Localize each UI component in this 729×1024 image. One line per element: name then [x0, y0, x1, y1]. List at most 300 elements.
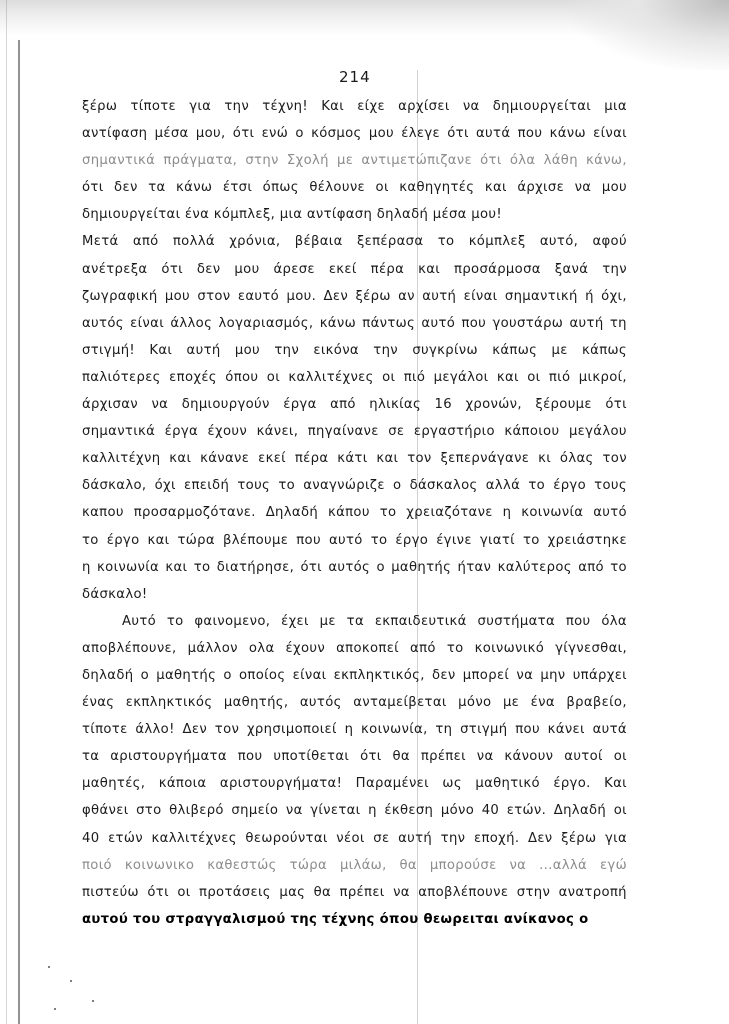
paragraph [82, 608, 627, 933]
word: από [410, 640, 436, 656]
word: Και [149, 342, 173, 358]
word: ετών [108, 830, 143, 846]
word: αριστουργήματα! [219, 776, 343, 792]
word: κάνει [547, 722, 585, 738]
word: τίποτε [82, 722, 128, 738]
word: η [368, 803, 377, 819]
word: μπορούσε [429, 857, 497, 873]
word: τα [82, 749, 100, 765]
word: το [437, 234, 455, 250]
word: οποίος [238, 667, 286, 683]
word: λάθη [543, 153, 578, 169]
word: ηλικίας [369, 397, 422, 413]
word: αυτό, [539, 234, 579, 250]
text-line [82, 770, 627, 797]
word: αυτό [421, 315, 456, 331]
word: από [132, 234, 159, 250]
word: ο [376, 559, 385, 575]
word: ανταμείβεται [353, 695, 447, 711]
word: γίνεται [310, 803, 361, 819]
word: είναι [130, 315, 165, 331]
word: κάνω, [586, 153, 627, 169]
word: ετών. [506, 803, 547, 819]
word: μεγάλου [568, 424, 627, 440]
word: Μετά [82, 234, 119, 250]
word: μαθητικό [475, 776, 540, 792]
word: επειδή [184, 478, 230, 494]
word: Δεν [323, 288, 349, 304]
word: μου [234, 261, 260, 277]
word: εποχή. [473, 830, 520, 846]
word: έχει [281, 613, 309, 629]
word: αυτός [328, 559, 371, 575]
word: εκπαιδευτικά [374, 613, 467, 629]
word: νέοι [336, 830, 365, 846]
word: δηλαδή [82, 667, 134, 683]
word: ήταν [457, 559, 492, 575]
word: υποτίθεται [273, 749, 350, 765]
scan-specks [40, 960, 160, 1020]
word: ο [392, 478, 402, 494]
word: ξέρουμε [535, 397, 592, 413]
word: την [373, 342, 398, 358]
word: τώρα [289, 857, 328, 873]
text-line [82, 256, 627, 283]
word: με [337, 153, 354, 169]
word: κόμπλεξ [468, 234, 526, 250]
word: μου [368, 126, 394, 142]
word: άρχισε [517, 180, 565, 196]
word: αυτός [299, 695, 342, 711]
word: ότι [605, 397, 627, 413]
word: με [319, 613, 336, 629]
word: προσάρμοσα [454, 261, 541, 277]
word: ...αλλά [539, 857, 588, 873]
text-line [82, 743, 627, 770]
word: άρεσε [273, 261, 315, 277]
word: για [189, 99, 212, 114]
word: ο [140, 667, 150, 683]
word: τέχνη! [262, 99, 309, 114]
word: δάσκαλο, [82, 478, 147, 494]
word: κάνανε [200, 451, 250, 467]
word: οι [613, 749, 627, 765]
word: θεωρούνται [245, 830, 328, 846]
word: μόνο [440, 803, 475, 819]
word: Δηλαδή [265, 505, 319, 521]
word: το [370, 532, 388, 548]
word: μέσα [154, 126, 189, 142]
text-line [82, 499, 627, 526]
text-line: αυτού του στραγγαλισμού της τέχνης όπου θεωρειται ανίκανος ο [82, 911, 589, 927]
word: πιστεύω [82, 884, 139, 900]
word: προσαρμοζότανε. [133, 505, 256, 521]
word: όχι [154, 478, 176, 494]
word: το [278, 478, 296, 494]
word: για [604, 830, 627, 846]
text-line [82, 716, 627, 743]
word: τους [237, 478, 271, 494]
word: αυτό [328, 532, 363, 548]
word: πιό [548, 369, 571, 385]
word: άλλος [170, 315, 213, 331]
word: μου. [286, 288, 317, 304]
word: συγκρίνω [412, 342, 478, 358]
word: οι [177, 884, 191, 900]
word: έργα [283, 397, 317, 413]
word: ο [295, 126, 304, 142]
word: τον [602, 451, 627, 467]
word: αυτό [593, 505, 627, 521]
word: εργαστήριο [413, 424, 495, 440]
word: να [151, 397, 169, 413]
word: να [509, 857, 527, 873]
word: να [393, 884, 410, 900]
text-line [82, 310, 627, 337]
word: έχουν [207, 424, 248, 440]
word: πρέπει [339, 884, 385, 900]
word: έκθεση [384, 803, 434, 819]
word: κάνω [549, 126, 586, 142]
word: την [224, 99, 250, 114]
scan-edge-outer [6, 0, 7, 1024]
word: και [165, 559, 188, 575]
text-line [82, 635, 627, 662]
word: κοινωνία [97, 559, 160, 575]
word: κάποια [158, 776, 207, 792]
word: και [418, 261, 441, 277]
word: που [237, 749, 263, 765]
word: εκεί [328, 261, 357, 277]
word: και [376, 451, 399, 467]
word: το [193, 559, 211, 575]
word: μου [234, 342, 261, 358]
word: κάνω [176, 180, 213, 196]
word: εποχές [169, 369, 217, 385]
word: εγώ [599, 857, 627, 873]
word: το [522, 532, 540, 548]
word: να [574, 180, 592, 196]
word: καθηγητές [399, 180, 475, 196]
word: ότι [300, 559, 322, 575]
word: μπορεί [462, 667, 510, 683]
word: να [476, 749, 494, 765]
word: αναγνώριζε [303, 478, 385, 494]
word: οι [382, 369, 396, 385]
word: τη [435, 722, 453, 738]
word: να [285, 803, 303, 819]
word: κι [538, 451, 552, 467]
word: ξανά [554, 261, 589, 277]
word: ότι [480, 153, 502, 169]
word: μου [601, 180, 627, 196]
word: ότι [161, 261, 183, 277]
text-line [82, 337, 627, 364]
word: σε [388, 424, 405, 440]
word: μια [604, 99, 627, 114]
text-line [82, 689, 627, 716]
word: ή [585, 288, 594, 304]
word: μας [279, 884, 306, 900]
word: αντιμετώπιζανε [361, 153, 472, 169]
word: 40 [82, 830, 100, 846]
word: Δεν [182, 722, 208, 738]
word: γιατί [479, 532, 515, 548]
text-line [82, 825, 627, 852]
word: σημαντικά [82, 424, 156, 440]
word: θα [313, 884, 332, 900]
text-line [82, 472, 627, 499]
word: οι [266, 369, 281, 385]
word: Παραμένει [355, 776, 429, 792]
text-line [82, 93, 627, 120]
speck [54, 1008, 56, 1010]
word: χρησιμοποιεί [246, 722, 337, 738]
word: κάπως [492, 342, 538, 358]
word: διατήρησε, [216, 559, 295, 575]
word: είναι [463, 288, 498, 304]
word: γίγνεσθαι, [555, 640, 627, 656]
word: θα [392, 749, 410, 765]
word: ξεπερνάγανε [440, 451, 530, 467]
word: όλας [559, 451, 594, 467]
word: πρέπει [420, 749, 466, 765]
word: αποκοπεί [336, 640, 399, 656]
word: αριστουργήματα [110, 749, 227, 765]
word: ξέρω [561, 830, 597, 846]
word: να [462, 99, 480, 114]
word: και [169, 451, 192, 467]
word: το [166, 613, 184, 629]
word: το [610, 559, 627, 575]
word: ξέρω [355, 288, 391, 304]
word: βλέπουμε [222, 532, 289, 548]
word: την [274, 342, 300, 358]
word: έργο [553, 478, 586, 494]
word: καλλιτέχνες [288, 369, 374, 385]
word: έχουν [285, 640, 326, 656]
word: ένας [82, 695, 115, 711]
word: στιγμή [460, 722, 508, 738]
word: και [496, 369, 519, 385]
word: αυτά [592, 722, 627, 738]
word: με [551, 342, 568, 358]
text-line [82, 147, 627, 174]
word: όπως [262, 180, 299, 196]
word: δεν [114, 180, 138, 196]
word: πάντως [362, 315, 416, 331]
body-text [82, 93, 627, 933]
word: 40 [481, 803, 500, 819]
word: καλλιτέχνη [82, 451, 161, 467]
text-line [82, 797, 627, 824]
word: ξεπέρασα [356, 234, 424, 250]
word: συστήματα [477, 613, 556, 629]
word: η [502, 505, 512, 521]
word: θλιβερό [169, 803, 224, 819]
word: εκπληκτικός, [333, 667, 425, 683]
speck [48, 966, 50, 968]
word: αν [398, 288, 415, 304]
word: είχε [357, 99, 385, 114]
word: φθάνει [82, 803, 129, 819]
word: μην [540, 667, 566, 683]
word: Αυτό [122, 613, 157, 629]
word: ένα [530, 695, 555, 711]
word: σημαντική [504, 288, 578, 304]
word: ανατροπή [558, 884, 627, 900]
word: αφού [592, 234, 627, 250]
word: αλλά [485, 478, 521, 494]
text-line [82, 228, 627, 255]
word: στον [197, 288, 231, 304]
word: το [82, 532, 99, 548]
word: όχι, [601, 288, 627, 304]
word: καλύτερος [497, 559, 572, 575]
page-left-edge-line [18, 40, 20, 1024]
word: με [502, 695, 520, 711]
text-line [82, 608, 627, 635]
word: προτάσεις [199, 884, 271, 900]
word: όπου [225, 369, 259, 385]
word: μαθητές, [82, 776, 146, 792]
text-line [82, 283, 627, 310]
word: έτσι [222, 180, 253, 196]
word: βέβαια [294, 234, 343, 250]
word: χρειάστηκε [547, 532, 627, 548]
word: έλεγε [401, 126, 440, 142]
word: 16 [434, 397, 452, 413]
word: ότι [360, 749, 382, 765]
word: την [602, 261, 627, 277]
word: οι [375, 180, 389, 196]
word: και [147, 532, 170, 548]
word: το [379, 505, 397, 521]
word: εικόνα [313, 342, 359, 358]
word: Σχολή [286, 153, 329, 169]
word: αυτά [476, 126, 511, 142]
word: κόσμος [311, 126, 362, 142]
word: τους [594, 478, 627, 494]
word: μαθητής [156, 667, 217, 683]
word: μαθητής [391, 559, 452, 575]
word: έργο [395, 532, 429, 548]
text-line: δημιουργείται ένα κόμπλεξ, μια αντίφαση δηλαδή μέσα μου! [82, 207, 503, 223]
word: κοινωνία [521, 505, 584, 521]
word: ως [442, 776, 462, 792]
word: στην [245, 153, 279, 169]
word: κοινωνικό [474, 640, 545, 656]
word: η [82, 559, 91, 575]
word: θα [399, 857, 417, 873]
word: λογαριασμός, [218, 315, 314, 331]
word: μαθητής, [223, 695, 289, 711]
word: χρονών, [465, 397, 522, 413]
word: πέρα [370, 261, 405, 277]
word: κάτι [337, 451, 368, 467]
text-line [82, 852, 627, 879]
word: Δηλαδή [553, 803, 607, 819]
word: τίποτε [130, 99, 177, 114]
text-line: δάσκαλο! [82, 586, 148, 602]
word: που [565, 613, 591, 629]
word: ενώ [261, 126, 289, 142]
word: Και [604, 776, 627, 792]
word: από [330, 397, 356, 413]
word: αυτός [82, 315, 124, 331]
word: αποβλέπουνε [418, 884, 509, 900]
word: ότι [147, 884, 169, 900]
word: καπου [82, 505, 124, 521]
word: ποιό [82, 857, 112, 873]
word: πράγματα, [163, 153, 238, 169]
word: η [344, 722, 354, 738]
word: κάνουν [504, 749, 554, 765]
word: μιλάω, [339, 857, 387, 873]
word: υπάρχει [572, 667, 627, 683]
page-number: 214 [339, 68, 371, 86]
word: στιγμή! [82, 342, 136, 358]
word: ολα [248, 640, 275, 656]
word: μου [164, 288, 191, 304]
text-line [82, 391, 627, 418]
word: το [528, 478, 546, 494]
word: Δεν [527, 830, 553, 846]
word: τα [346, 613, 365, 629]
paragraph [82, 228, 627, 607]
word: στο [136, 803, 162, 819]
word: και [484, 180, 507, 196]
word: έργο. [553, 776, 591, 792]
word: είναι [292, 667, 327, 683]
word: ξέρω [82, 99, 118, 114]
word: εαυτό [237, 288, 280, 304]
word: μόνο [458, 695, 492, 711]
word: πιό [403, 369, 426, 385]
word: όλα [601, 613, 627, 629]
word: καλλιτέχνες [151, 830, 237, 846]
word: αυτή [186, 342, 221, 358]
word: τον [214, 722, 240, 738]
word: τώρα [177, 532, 215, 548]
word: φαινομενο, [194, 613, 271, 629]
word: ότι [447, 126, 469, 142]
word: καθεστώς [207, 857, 277, 873]
word: σε [373, 830, 390, 846]
word: σημείο [231, 803, 279, 819]
word: που [517, 126, 543, 142]
word: άλλο! [135, 722, 175, 738]
word: το [446, 640, 464, 656]
word: την [440, 830, 466, 846]
word: που [296, 532, 321, 548]
word: μάλλον [187, 640, 238, 656]
word: ανέτρεξα [82, 261, 148, 277]
word: αυτή [422, 288, 457, 304]
word: που [515, 722, 540, 738]
word: εκπληκτικός [125, 695, 213, 711]
text-line [82, 662, 627, 689]
word: πέρα [294, 451, 329, 467]
word: μεγάλοι [433, 369, 489, 385]
word: κάποιου [504, 424, 560, 440]
word: είναι [593, 126, 627, 142]
word: γουστάρω [492, 315, 564, 331]
word: δάσκαλος [409, 478, 478, 494]
word: μικροί, [578, 369, 627, 385]
word: παλιότερες [82, 369, 161, 385]
word: που [461, 315, 487, 331]
